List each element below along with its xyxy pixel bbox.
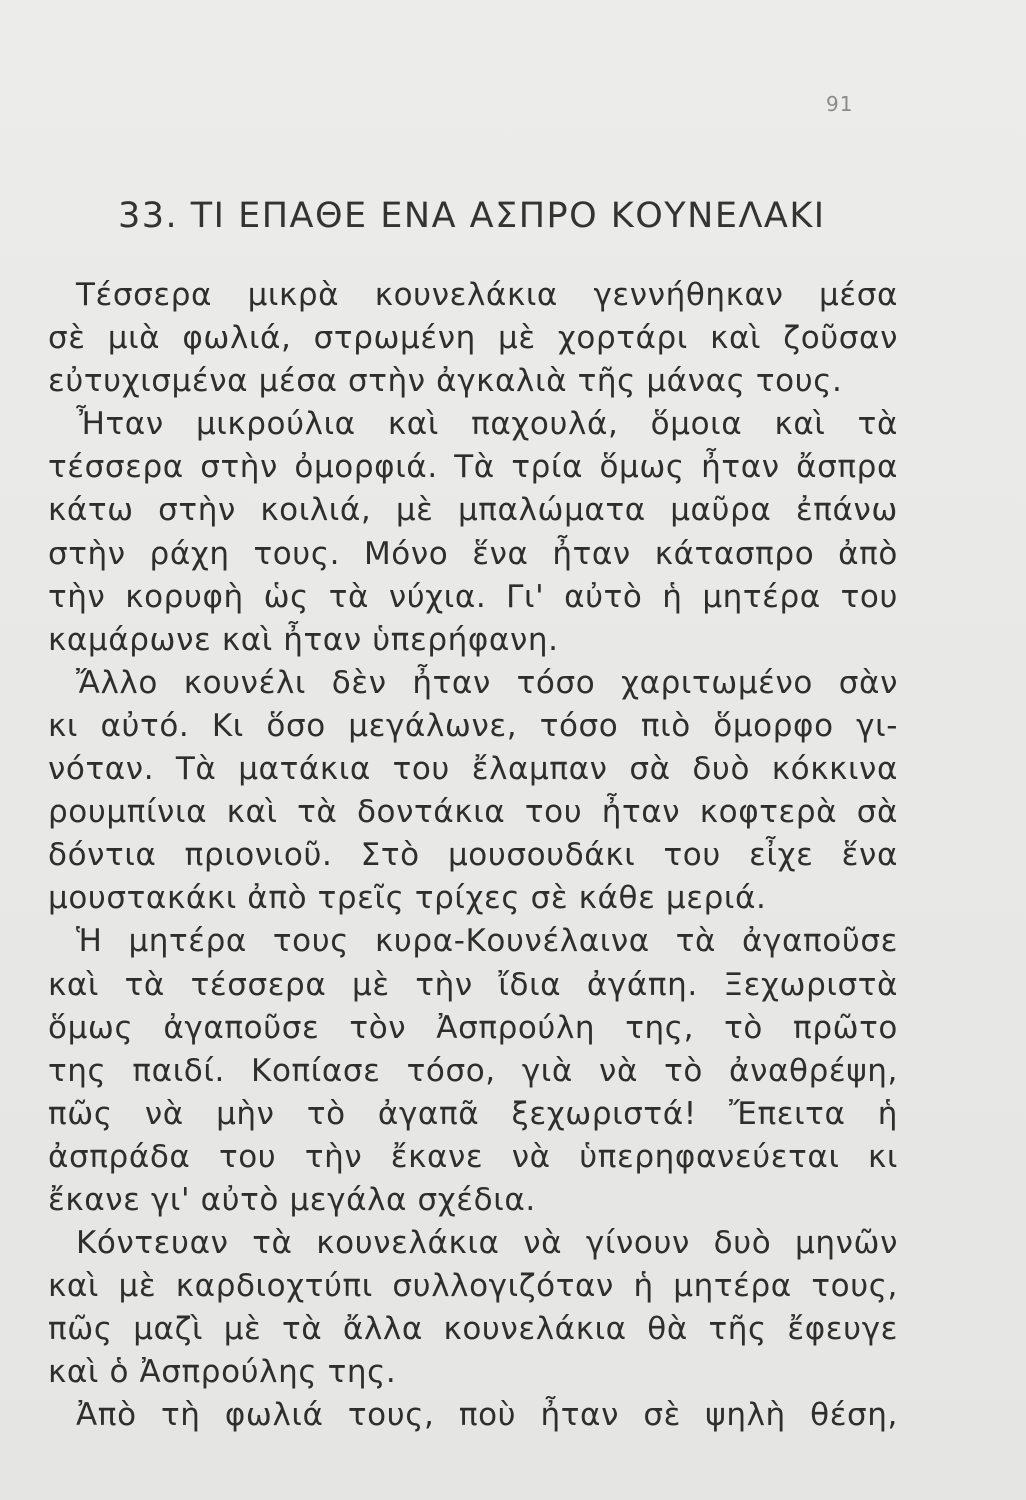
text-line: δόντια πριονιοῦ. Στὸ μουσουδάκι του εἶχε ἕνα [48, 837, 898, 874]
text-line: πῶς νὰ μὴν τὸ ἀγαπᾶ ξεχωριστά! Ἔπειτα ἡ [48, 1095, 898, 1132]
text-line: ρουμπίνια καὶ τὰ δοντάκια του ἦταν κοφτερὰ σὰ [48, 794, 898, 831]
text-line: στὴν ράχη τους. Μόνο ἕνα ἦταν κάτασπρο ἀπὸ [48, 535, 898, 572]
text-line: της παιδί. Κοπίασε τόσο, γιὰ νὰ τὸ ἀναθρέψη, [48, 1052, 898, 1089]
story-text [48, 274, 898, 1438]
text-line: σὲ μιὰ φωλιά, στρωμένη μὲ χορτάρι καὶ ζοῦσαν [48, 320, 898, 357]
text-line: Ἄλλο κουνέλι δὲν ἦταν τόσο χαριτωμένο σὰν [76, 664, 898, 701]
text-line: Ἡ μητέρα τους κυρα-Κουνέλαινα τὰ ἀγαποῦσε [76, 923, 898, 960]
text-line: μουστακάκι ἀπὸ τρεῖς τρίχες σὲ κάθε μεριά. [48, 880, 767, 917]
text-line: ἔκανε γι' αὐτὸ μεγάλα σχέδια. [48, 1181, 536, 1218]
text-line: ἀσπράδα του τὴν ἔκανε νὰ ὑπερηφανεύεται κι [48, 1138, 898, 1175]
text-line: τέσσερα στὴν ὀμορφιά. Τὰ τρία ὅμως ἦταν ἄσπρα [48, 449, 898, 486]
text-line: καὶ μὲ καρδιοχτύπι συλλογιζόταν ἡ μητέρα τους, [48, 1268, 898, 1305]
text-line: εὐτυχισμένα μέσα στὴν ἀγκαλιὰ τῆς μάνας τους. [48, 363, 843, 400]
text-line: Ἀπὸ τὴ φωλιά τους, ποὺ ἦταν σὲ ψηλὴ θέση, [76, 1397, 898, 1434]
text-line: πῶς μαζὶ μὲ τὰ ἄλλα κουνελάκια θὰ τῆς ἔφευγε [48, 1311, 898, 1348]
text-line: καὶ τὰ τέσσερα μὲ τὴν ἴδια ἀγάπη. Ξεχωριστὰ [48, 966, 898, 1003]
page-number: 91 [826, 92, 854, 116]
text-line: τὴν κορυφὴ ὡς τὰ νύχια. Γι' αὐτὸ ἡ μητέρα του [48, 578, 898, 615]
text-line: κι αὐτό. Κι ὅσο μεγάλωνε, τόσο πιὸ ὅμορφο γι- [48, 707, 898, 744]
text-line: κάτω στὴν κοιλιά, μὲ μπαλώματα μαῦρα ἐπάνω [48, 492, 898, 529]
text-line: Κόντευαν τὰ κουνελάκια νὰ γίνουν δυὸ μηνῶν [76, 1225, 898, 1262]
text-line: καὶ ὁ Ἀσπρούλης της. [48, 1354, 397, 1391]
chapter-title: 33. ΤΙ ΕΠΑΘΕ ΕΝΑ ΑΣΠΡΟ ΚΟΥΝΕΛΑΚΙ [118, 196, 826, 236]
text-line: Ἦταν μικρούλια καὶ παχουλά, ὅμοια καὶ τὰ [76, 406, 898, 443]
text-line: νόταν. Τὰ ματάκια του ἔλαμπαν σὰ δυὸ κόκκινα [48, 751, 898, 788]
text-line: ὅμως ἀγαποῦσε τὸν Ἀσπρούλη της, τὸ πρῶτο [48, 1009, 898, 1046]
text-line: Τέσσερα μικρὰ κουνελάκια γεννήθηκαν μέσα [76, 277, 898, 313]
text-line: καμάρωνε καὶ ἦταν ὑπερήφανη. [48, 621, 559, 658]
